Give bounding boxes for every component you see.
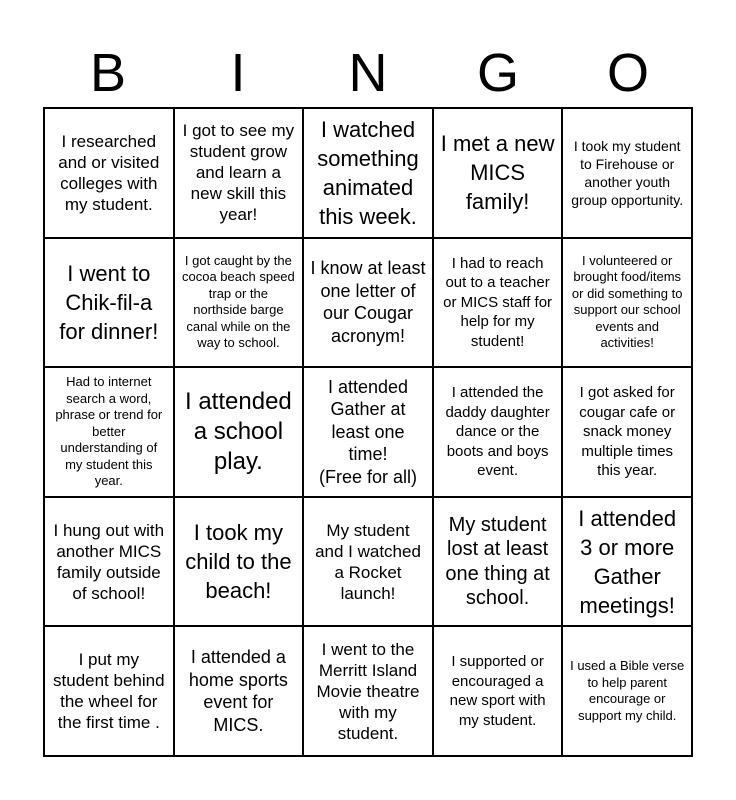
header-letter-o: O <box>606 43 649 103</box>
header-letter-i: I <box>230 43 246 103</box>
bingo-cell[interactable]: I know at least one letter of our Cougar acronym! <box>303 238 433 368</box>
bingo-board <box>43 107 693 757</box>
bingo-cell[interactable]: My student and I watched a Rocket launch! <box>303 497 433 627</box>
bingo-cell[interactable]: I attended the daddy daughter dance or the boots and boys event. <box>433 367 563 497</box>
bingo-cell[interactable]: I attended Gather at least one time! (Free for all) <box>303 367 433 497</box>
bingo-cell[interactable]: I attended a school play. <box>174 367 304 497</box>
bingo-cell[interactable]: I used a Bible verse to help parent encourage or support my child. <box>562 626 692 756</box>
bingo-cell[interactable]: I volunteered or brought food/items or did something to support our school events and activities! <box>562 238 692 368</box>
bingo-cell[interactable]: I got to see my student grow and learn a new skill this year! <box>174 108 304 238</box>
bingo-cell[interactable]: I watched something animated this week. <box>303 108 433 238</box>
bingo-cell[interactable]: I attended 3 or more Gather meetings! <box>562 497 692 627</box>
bingo-cell[interactable]: My student lost at least one thing at school. <box>433 497 563 627</box>
bingo-cell[interactable]: I went to the Merritt Island Movie theatre with my student. <box>303 626 433 756</box>
bingo-cell[interactable]: I had to reach out to a teacher or MICS staff for help for my student! <box>433 238 563 368</box>
header-letter-b: B <box>89 43 127 103</box>
header-letter-n: N <box>348 43 388 103</box>
bingo-cell[interactable]: I got caught by the cocoa beach speed trap or the northside barge canal while on the way to school. <box>174 238 304 368</box>
bingo-cell[interactable]: I hung out with another MICS family outside of school! <box>44 497 174 627</box>
bingo-cell[interactable]: I met a new MICS family! <box>433 108 563 238</box>
header-letter-g: G <box>476 43 519 103</box>
bingo-cell[interactable]: I got asked for cougar cafe or snack money multiple times this year. <box>562 367 692 497</box>
bingo-cell[interactable]: I researched and or visited colleges with my student. <box>44 108 174 238</box>
bingo-cell[interactable]: I attended a home sports event for MICS. <box>174 626 304 756</box>
bingo-cell[interactable]: Had to internet search a word, phrase or trend for better understanding of my student this year. <box>44 367 174 497</box>
bingo-cell[interactable]: I took my child to the beach! <box>174 497 304 627</box>
bingo-cell[interactable]: I supported or encouraged a new sport with my student. <box>433 626 563 756</box>
bingo-cell[interactable]: I put my student behind the wheel for the first time . <box>44 626 174 756</box>
bingo-cell[interactable]: I took my student to Firehouse or another youth group opportunity. <box>562 108 692 238</box>
bingo-header <box>43 42 693 104</box>
bingo-cell[interactable]: I went to Chik-fil-a for dinner! <box>44 238 174 368</box>
